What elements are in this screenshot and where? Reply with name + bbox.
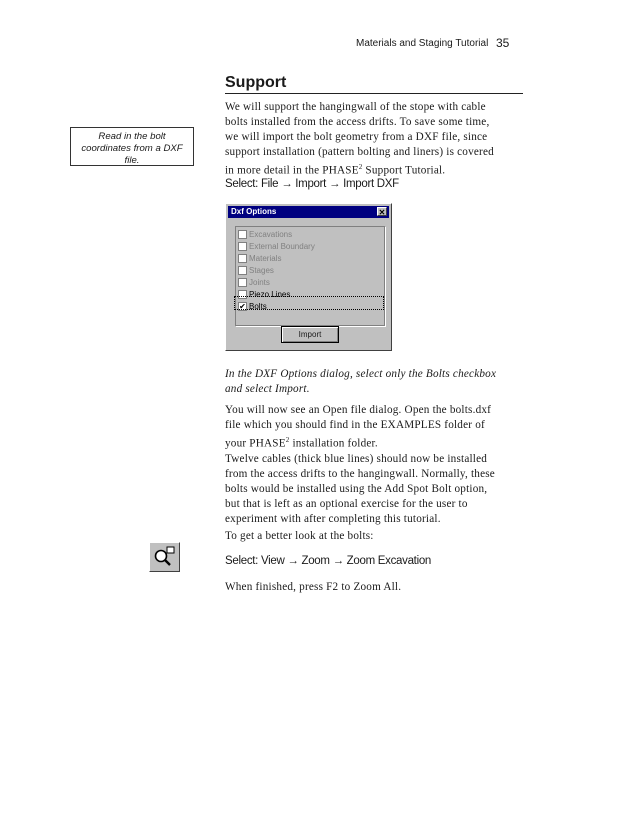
paragraph-instruction [225, 367, 515, 397]
margin-note-line: Read in the bolt [98, 131, 166, 142]
text-line: bolts would be installed using the Add Spot Bolt option, [225, 483, 488, 495]
checkbox-excavations[interactable]: Excavations [238, 229, 292, 241]
checkbox-stages[interactable]: Stages [238, 265, 274, 277]
margin-note-line: coordinates from a DXF [81, 143, 183, 154]
focus-rectangle [234, 296, 384, 310]
text-line: In the DXF Options dialog, select only the Bolts checkbox [225, 368, 497, 380]
margin-note [70, 127, 194, 166]
text-line: experiment with after completing this tutorial. [225, 513, 441, 525]
paragraph-cables [225, 452, 515, 527]
text-line: your PHASE$^2$ installation folder. [225, 436, 378, 450]
text-line: and select Import. [225, 383, 310, 395]
dialog-titlebar[interactable] [228, 206, 389, 218]
dialog-title: Dxf Options [231, 207, 277, 216]
text-line: file which you should find in the EXAMPLES folder of [225, 419, 485, 431]
checkbox-box[interactable] [238, 278, 247, 287]
checkbox-box[interactable] [238, 266, 247, 275]
checkbox-bolts[interactable]: ✔ Bolts [239, 302, 267, 312]
text-line: support installation (pattern bolting and liners) is covered [225, 146, 494, 158]
zoom-excavation-icon [149, 542, 180, 572]
text-line: but that is left as an optional exercise for the user to [225, 498, 468, 510]
checkbox-external-boundary[interactable]: External Boundary [238, 241, 315, 253]
text-line: bolts installed from the access drifts. To save some time, [225, 116, 490, 128]
menu-path-zoom: Select: View → Zoom → Zoom Excavation [225, 555, 432, 567]
title-rule [225, 93, 523, 94]
menu-path-import: Select: File → Import → Import DXF [225, 178, 399, 190]
checkbox-materials[interactable]: Materials [238, 253, 281, 265]
checkbox-box[interactable] [238, 254, 247, 263]
checkbox-box-checked[interactable]: ✔ [239, 302, 246, 312]
page-number: 35 [496, 36, 510, 50]
paragraph-intro [225, 100, 515, 179]
paragraph-better-look: To get a better look at the bolts: [225, 530, 374, 542]
text-line: You will now see an Open file dialog. Open the bolts.dxf [225, 404, 492, 416]
margin-note-line: file. [124, 155, 140, 166]
magnifier-icon [150, 543, 179, 571]
checkbox-joints[interactable]: Joints [238, 277, 270, 289]
text-line: in more detail in the PHASE$^2$ Support Tutorial. [225, 163, 446, 177]
close-button[interactable] [377, 207, 387, 216]
text-line: Twelve cables (thick blue lines) should now be installed [225, 453, 488, 465]
checkbox-box[interactable] [238, 230, 247, 239]
text-line: from the access drifts to the hangingwall. Normally, these [225, 468, 495, 480]
checkbox-piezo-lines[interactable]: Piezo Lines [238, 289, 290, 301]
checkbox-box[interactable] [238, 242, 247, 251]
section-title: Support [225, 74, 287, 91]
text-line: We will support the hangingwall of the stope with cable [225, 101, 486, 113]
paragraph-finished: When finished, press F2 to Zoom All. [225, 581, 402, 593]
header-title: Materials and Staging Tutorial [356, 38, 489, 49]
options-group [235, 226, 385, 326]
paragraph-open-file [225, 403, 515, 452]
text-line: we will import the bolt geometry from a DXF file, since [225, 131, 488, 143]
close-icon: ✕ [378, 208, 386, 217]
dxf-options-dialog [225, 203, 392, 351]
import-button[interactable]: Import [281, 326, 339, 343]
